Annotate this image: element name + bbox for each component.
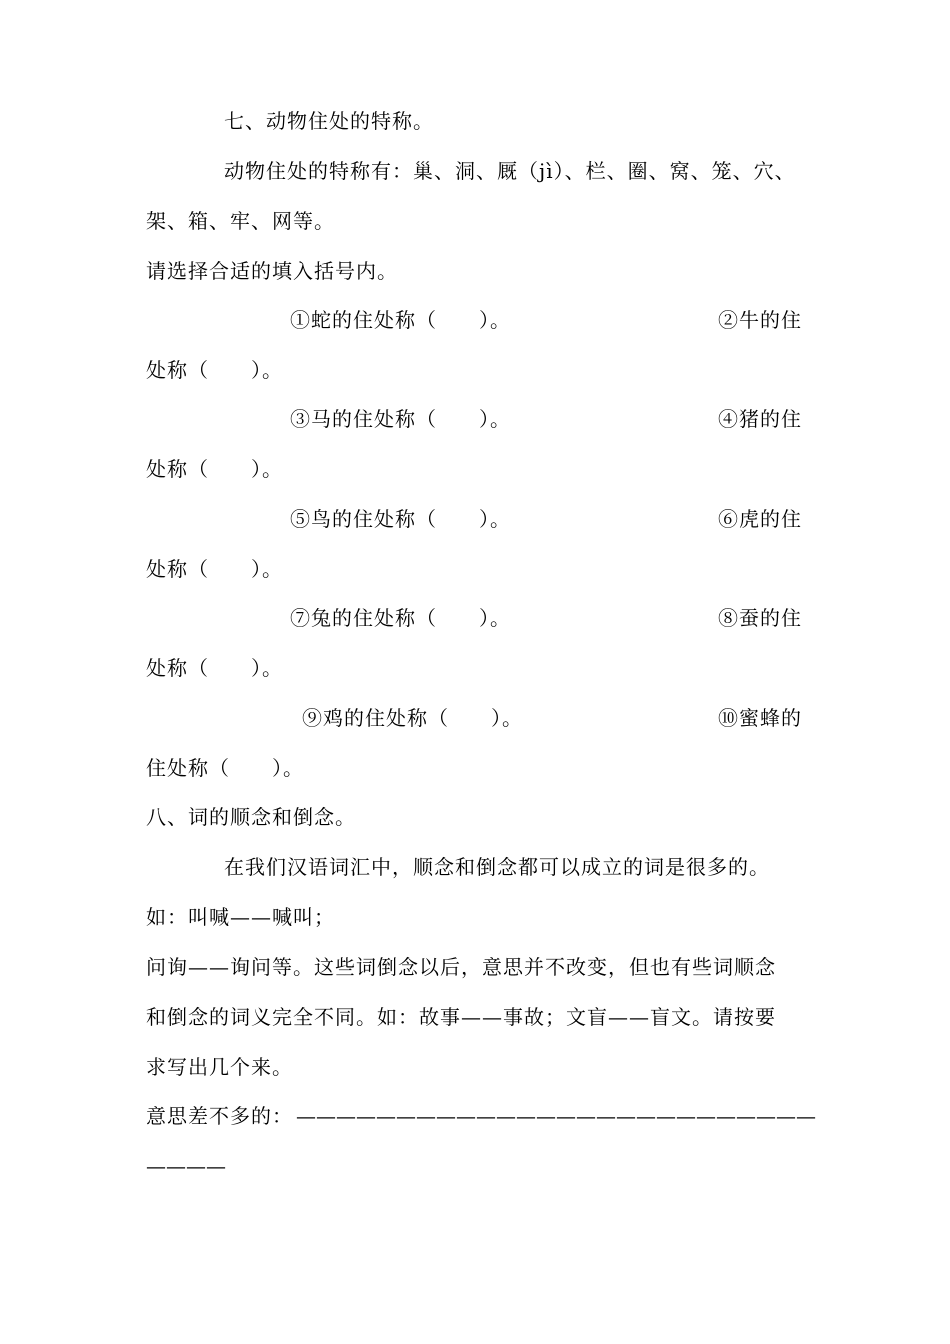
question-item-continuation: 处称（ ）。: [146, 358, 283, 382]
question-item: ⑩蜜蜂的: [718, 706, 802, 730]
question-item-continuation: 处称（ ）。: [146, 557, 283, 581]
question-item: ②牛的住: [718, 308, 802, 332]
question-item-continuation: 处称（ ）。: [146, 656, 283, 680]
section-eight-para-line5: 求写出几个来。: [146, 1055, 293, 1079]
section-eight-para-line3: 问询——询问等。这些词倒念以后，意思并不改变，但也有些词顺念: [146, 955, 776, 979]
section-seven-intro-line2: 架、箱、牢、网等。: [146, 209, 335, 233]
section-seven-instruction: 请选择合适的填入括号内。: [146, 259, 398, 283]
answer-blank-line: ——————————————————————————: [296, 1104, 816, 1128]
question-item-continuation: 处称（ ）。: [146, 457, 283, 481]
question-item: ④猪的住: [718, 407, 802, 431]
section-eight-para-line1: 在我们汉语词汇中，顺念和倒念都可以成立的词是很多的。: [224, 855, 770, 879]
question-item: ⑧蚕的住: [718, 606, 802, 630]
question-item: ⑨鸡的住处称（ ）。: [302, 706, 523, 730]
section-seven-heading: 七、动物住处的特称。: [224, 109, 434, 133]
section-eight-para-line2: 如：叫喊——喊叫；: [146, 905, 335, 929]
question-item: ③马的住处称（ ）。: [290, 407, 511, 431]
answer-label-similar: 意思差不多的：: [146, 1104, 293, 1128]
question-item: ⑦兔的住处称（ ）。: [290, 606, 511, 630]
section-eight-para-line4: 和倒念的词义完全不同。如：故事——事故；文盲——盲文。请按要: [146, 1005, 776, 1029]
question-item: ⑥虎的住: [718, 507, 802, 531]
section-seven-intro-line1: 动物住处的特称有：巢、洞、厩（jì）、栏、圈、窝、笼、穴、: [224, 159, 796, 183]
answer-blank-line: ————: [146, 1154, 226, 1178]
question-item: ①蛇的住处称（ ）。: [290, 308, 511, 332]
section-eight-heading: 八、词的顺念和倒念。: [146, 805, 356, 829]
question-item: ⑤鸟的住处称（ ）。: [290, 507, 511, 531]
question-item-continuation: 住处称（ ）。: [146, 756, 304, 780]
